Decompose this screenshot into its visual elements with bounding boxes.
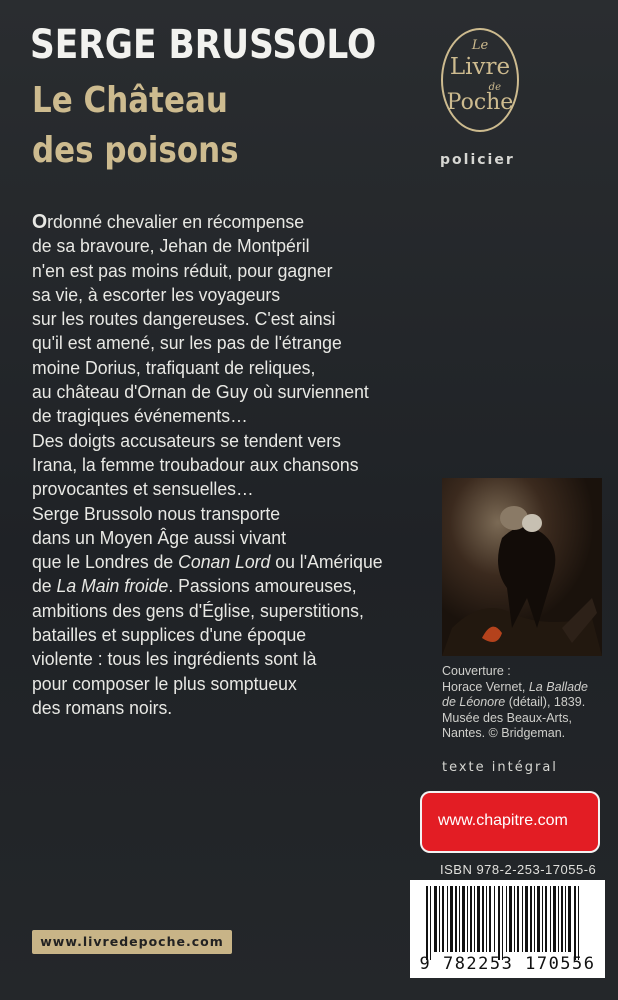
unabridged-label: texte intégral: [442, 760, 558, 775]
synopsis-text-part: ou l'Amérique: [270, 552, 383, 573]
barcode: [410, 880, 605, 978]
synopsis-line: Serge Brussolo nous transporte: [32, 503, 281, 524]
credits-line: [442, 680, 612, 696]
author-name: SERGE BRUSSOLO: [30, 22, 377, 68]
book-reference-conan-lord: Conan Lord: [178, 552, 271, 573]
synopsis-line: pour composer le plus somptueux: [32, 673, 297, 694]
synopsis-line: qu'il est amené, sur les pas de l'étrange: [32, 333, 342, 354]
livre-de-poche-logo: [441, 28, 519, 132]
synopsis-line: n'en est pas moins réduit, pour gagner: [32, 260, 333, 281]
synopsis-text-part: que le Londres de: [32, 552, 179, 573]
cover-painting-image: [442, 478, 602, 656]
synopsis-line: Des doigts accusateurs se tendent vers: [32, 430, 341, 451]
logo-le: Le: [471, 38, 489, 53]
synopsis-text-part: . Passions amoureuses,: [168, 576, 357, 597]
synopsis-line: de tragiques événements…: [32, 406, 248, 427]
synopsis-line: [32, 550, 420, 574]
synopsis-line: provocantes et sensuelles…: [32, 479, 254, 500]
credits-line: Musée des Beaux-Arts,: [442, 710, 572, 725]
isbn-number: ISBN 978-2-253-17055-6: [440, 862, 597, 877]
synopsis-line: au château d'Ornan de Guy où surviennent: [32, 382, 369, 403]
logo-livre: Livre: [449, 54, 511, 80]
synopsis-line-rest: rdonné chevalier en récompense: [47, 212, 305, 232]
credits-artwork-title: de Léonore: [442, 695, 506, 710]
synopsis-text-part: de: [32, 576, 57, 597]
synopsis-line: batailles et supplices d'une époque: [32, 625, 307, 646]
synopsis-line: sa vie, à escorter les voyageurs: [32, 284, 281, 305]
synopsis-line: sur les routes dangereuses. C'est ainsi: [32, 309, 336, 330]
sticker-url: www.chapitre.com: [438, 812, 568, 829]
synopsis-line: des romans noirs.: [32, 697, 173, 718]
credits-text-part: (détail), 1839.: [505, 695, 586, 710]
credits-artwork-title: La Ballade: [528, 679, 588, 694]
cover-credits: [442, 664, 612, 742]
synopsis-line: [32, 574, 420, 598]
book-title-line-1: Le Château: [32, 80, 228, 121]
synopsis-line: de sa bravoure, Jehan de Montpéril: [32, 236, 310, 257]
barcode-digits: 9 782253 170556: [419, 954, 596, 974]
book-title-line-2: des poisons: [32, 130, 239, 171]
synopsis-line: Irana, la femme troubadour aux chansons: [32, 454, 359, 475]
synopsis-line: dans un Moyen Âge aussi vivant: [32, 527, 287, 548]
publisher-website-link[interactable]: www.livredepoche.com: [32, 930, 232, 954]
synopsis-line: [32, 210, 420, 234]
synopsis-line: moine Dorius, trafiquant de reliques,: [32, 357, 316, 378]
credits-line: Couverture :: [442, 664, 511, 678]
book-reference-la-main-froide: La Main froide: [56, 576, 169, 597]
price-sticker: [422, 793, 598, 851]
credits-text-part: Horace Vernet,: [442, 679, 529, 694]
painting-illustration: [442, 478, 602, 656]
drop-letter: O: [32, 211, 48, 233]
synopsis-text: [32, 210, 420, 720]
genre-label: policier: [440, 152, 515, 168]
synopsis-line: ambitions des gens d'Église, superstitions,: [32, 600, 364, 621]
logo-poche: Poche: [446, 90, 514, 115]
synopsis-line: violente : tous les ingrédients sont là: [32, 649, 317, 670]
credits-line: Nantes. © Bridgeman.: [442, 726, 566, 741]
logo-de: de: [488, 82, 501, 93]
credits-line: [442, 695, 612, 711]
